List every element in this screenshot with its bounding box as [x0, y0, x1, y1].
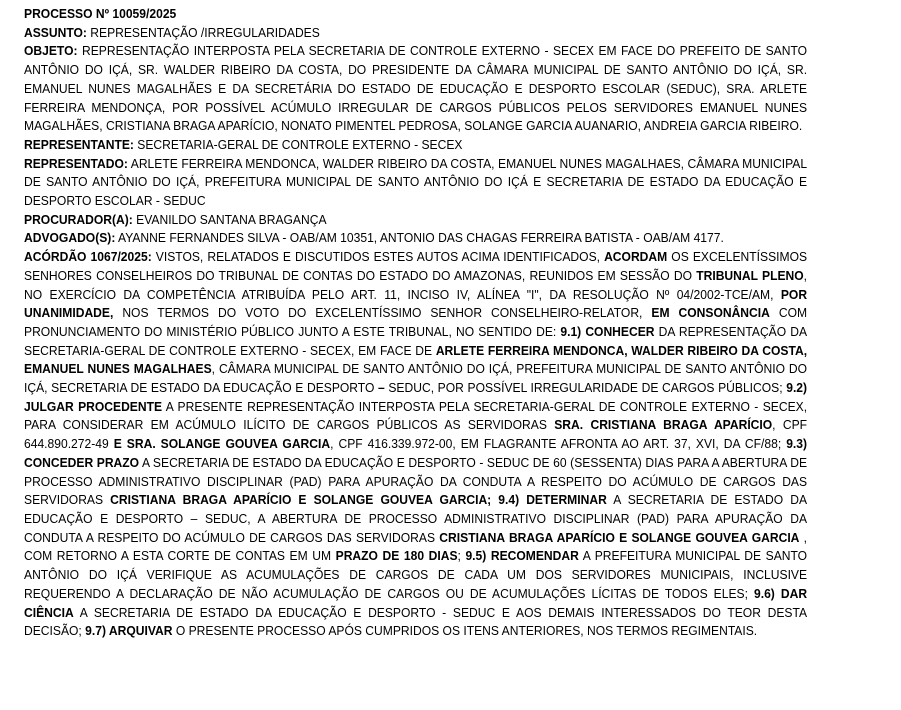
servidora-cristiana: SRA. CRISTIANA BRAGA APARÍCIO — [554, 417, 773, 433]
acordao-text: A SECRETARIA DE ESTADO DA EDUCAÇÃO E DESPORTO – SEDUC, A ABERTURA DE PROCESSO ADMINISTRATIVO DISCIPLINAR (PAD) PARA APURAÇÃO DA CONDUTA A RESPEITO DO ACÚMULO DE CARGOS DAS SERVIDORAS — [24, 492, 808, 545]
item-9-3: 9.3) CONCEDER PRAZO — [24, 436, 808, 470]
prazo-180-dias: PRAZO DE 180 DIAS — [335, 548, 458, 564]
decision-document — [24, 5, 807, 641]
acordam-keyword: ACORDAM — [604, 249, 668, 265]
item-9-5: 9.5) RECOMENDAR — [465, 548, 579, 564]
procurador-label: PROCURADOR(A): — [24, 211, 133, 227]
representante-text: SECRETARIA-GERAL DE CONTROLE EXTERNO - SECEX — [133, 136, 463, 152]
advogados-label: ADVOGADO(S): — [24, 230, 116, 246]
acordao-text: SEDUC, POR POSSÍVEL IRREGULARIDADE DE CARGOS PÚBLICOS; — [384, 380, 787, 396]
acordao-text: A SECRETARIA DE ESTADO DA EDUCAÇÃO E DESPORTO - SEDUC E AOS DEMAIS INTERESSADOS DO TEOR DESTA DECISÃO; — [24, 604, 808, 639]
acordao-text: VISTOS, RELATADOS E DISCUTIDOS ESTES AUTOS ACIMA IDENTIFICADOS, — [151, 249, 605, 265]
advogados-line — [24, 229, 807, 248]
representado-line — [24, 155, 807, 211]
acordao-paragraph — [24, 248, 807, 641]
representado-label: REPRESENTADO: — [24, 155, 128, 171]
item-9-7: 9.7) ARQUIVAR — [85, 623, 173, 639]
procurador-text: EVANILDO SANTANA BRAGANÇA — [132, 211, 327, 227]
acordao-text: NOS TERMOS DO VOTO DO EXCELENTÍSSIMO SENHOR CONSELHEIRO-RELATOR, — [113, 305, 652, 321]
representante-label: REPRESENTANTE: — [24, 136, 134, 152]
acordao-text: COM PRONUNCIAMENTO DO MINISTÉRIO PÚBLICO JUNTO A ESTE TRIBUNAL, NO SENTIDO DE: — [24, 305, 808, 339]
assunto-line — [24, 24, 807, 43]
acordao-text: , COM RETORNO A ESTA CORTE DE CONTAS EM UM — [24, 529, 808, 564]
dash: – — [378, 380, 385, 396]
acordao-label: ACÓRDÃO 1067/2025: — [24, 249, 152, 265]
processo-line — [24, 5, 807, 24]
acordao-text: O PRESENTE PROCESSO APÓS CUMPRIDOS OS ITENS ANTERIORES, NOS TERMOS REGIMENTAIS. — [172, 623, 758, 639]
representados-names: ARLETE FERREIRA MENDONCA, WALDER RIBEIRO DA COSTA, EMANUEL NUNES MAGALHAES — [24, 342, 808, 377]
assunto-text: REPRESENTAÇÃO /IRREGULARIDADES — [86, 24, 320, 40]
acordao-text: , CÂMARA MUNICIPAL DE SANTO ANTÔNIO DO IÇÁ, PREFEITURA MUNICIPAL DE SANTO ANTÔNIO DO IÇÁ, SECRETARIA DE ESTADO DA EDUCAÇÃO E DESPORTO — [24, 361, 808, 396]
representado-text: ARLETE FERREIRA MENDONCA, WALDER RIBEIRO DA COSTA, EMANUEL NUNES MAGALHAES, CÂMARA MUNICIPAL DE SANTO ANTÔNIO DO IÇÁ, PREFEITURA MUNICIPAL DE SANTO ANTÔNIO DO IÇÁ E SECRETARIA DE ESTADO DA EDUCAÇÃO E DESPORTO ESCOLAR - SEDUC — [24, 155, 808, 209]
item-9-2: 9.2) JULGAR PROCEDENTE — [24, 380, 808, 414]
servidora-solange: E SRA. SOLANGE GOUVEA GARCIA — [113, 436, 331, 452]
acordao-text: DA REPRESENTAÇÃO DA SECRETARIA-GERAL DE CONTROLE EXTERNO - SECEX, EM FACE DE — [24, 323, 808, 358]
objeto-label: OBJETO: — [24, 43, 78, 59]
objeto-line — [24, 42, 807, 136]
unanimidade: POR UNANIMIDADE, — [24, 286, 808, 321]
acordao-text: , CPF 644.890.272-49 — [24, 417, 808, 452]
tribunal-pleno: TRIBUNAL PLENO — [696, 267, 804, 283]
representante-line — [24, 136, 807, 155]
advogados-text: AYANNE FERNANDES SILVA - OAB/AM 10351, ANTONIO DAS CHAGAS FERREIRA BATISTA - OAB/AM 4177. — [115, 230, 724, 246]
acordao-text: , CPF 416.339.972-00, EM FLAGRANTE AFRONTA AO ART. 37, XVI, DA CF/88; — [330, 436, 787, 452]
item-9-6: 9.6) DAR CIÊNCIA — [24, 585, 808, 620]
consonancia: EM CONSONÂNCIA — [651, 305, 770, 321]
acordao-text: A PRESENTE REPRESENTAÇÃO INTERPOSTA PELA SECRETARIA-GERAL DE CONTROLE EXTERNO - SECEX, PARA CONSIDERAR EM ACÚMULO ILÍCITO DE CARGOS PÚBLICOS AS SERVIDORAS — [24, 398, 808, 433]
acordao-text: A PREFEITURA MUNICIPAL DE SANTO ANTÔNIO DO IÇÁ VERIFIQUE AS ACUMULAÇÕES DE CARGOS DE CADA UM DOS SERVIDORES MUNICIPAIS, INCLUSIVE REQUERENDO A DECLARAÇÃO DE NÃO ACUMULAÇÃO DE CARGOS OU DE ACUMULAÇÕES LÍCITAS DE TODOS ELES; — [24, 548, 808, 601]
processo-number: PROCESSO Nº 10059/2025 — [24, 6, 177, 21]
servidoras-names: CRISTIANA BRAGA APARÍCIO E SOLANGE GOUVEA GARCIA — [439, 529, 800, 545]
acordao-text: A SECRETARIA DE ESTADO DA EDUCAÇÃO E DESPORTO - SEDUC DE 60 (SESSENTA) DIAS PARA A ABERTURA DE PROCESSO ADMINISTRATIVO DISCIPLINAR (PAD) PARA APURAÇÃO DA CONDUTA A RESPEITO DO ACÚMULO DE CARGOS DAS SERVIDORAS — [24, 454, 808, 508]
procurador-line — [24, 211, 807, 230]
acordao-text: , NO EXERCÍCIO DA COMPETÊNCIA ATRIBUÍDA PELO ART. 11, INCISO IV, ALÍNEA "I", DA RESOLUÇÃO Nº 04/2002-TCE/AM, — [24, 267, 808, 302]
assunto-label: ASSUNTO: — [24, 24, 87, 40]
objeto-text: REPRESENTAÇÃO INTERPOSTA PELA SECRETARIA DE CONTROLE EXTERNO - SECEX EM FACE DO PREFEITO DE SANTO ANTÔNIO DO IÇÁ, SR. WALDER RIBEIRO DA COSTA, DO PRESIDENTE DA CÂMARA MUNICIPAL DE SANTO ANTÔNIO DO IÇÁ, SR. EMANUEL NUNES MAGALHÃES E DA SECRETÁRIA DO ESTADO DE EDUCAÇÃO E DESPORTO ESCOLAR (SEDUC), SRA. ARLETE FERREIRA MENDONÇA, POR POSSÍVEL ACÚMULO IRREGULAR DE CARGOS PÚBLICOS PELOS SERVIDORES EMANUEL NUNES MAGALHÃES, CRISTIANA BRAGA APARÍCIO, NONATO PIMENTEL PEDROSA, SOLANGE GARCIA AUANARIO, ANDREIA GARCIA RIBEIRO. — [24, 43, 808, 134]
item-9-1: 9.1) CONHECER — [560, 323, 655, 339]
acordao-text: ; — [457, 548, 466, 564]
acordao-text: OS EXCELENTÍSSIMOS SENHORES CONSELHEIROS DO TRIBUNAL DE CONTAS DO ESTADO DO AMAZONAS, REUNIDOS EM SESSÃO DO — [24, 249, 808, 283]
servidoras-and-item-9-4: CRISTIANA BRAGA APARÍCIO E SOLANGE GOUVEA GARCIA; 9.4) DETERMINAR — [110, 492, 607, 508]
